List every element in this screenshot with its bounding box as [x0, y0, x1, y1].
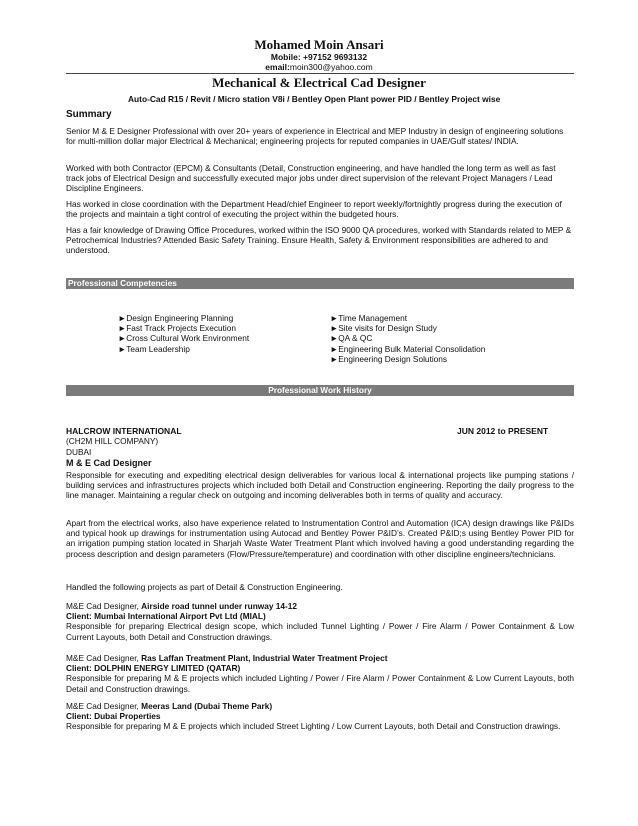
- competency-item: ►QA & QC: [330, 333, 373, 344]
- competency-item: ►Fast Track Projects Execution: [118, 323, 236, 334]
- email-label: email:: [265, 62, 290, 72]
- job-title: Mechanical & Electrical Cad Designer: [212, 75, 426, 90]
- candidate-name: Mohamed Moin Ansari: [254, 37, 384, 52]
- project-role: M&E Cad Designer,: [66, 701, 142, 711]
- role-title: M & E Cad Designer: [66, 458, 152, 468]
- project-title-line: [66, 601, 574, 611]
- project-title-line: [66, 701, 574, 711]
- responsibility-paragraph-1: Responsible for executing and expediting electrical design deliverables for various local & international projects like pumping stations / building services and infrastructures projects which included both Detail and Construction engineering. Reporting the daily progress to the line manager. Maintaining a regular check on outgoing and incoming deliverables both in terms of quality and accuracy.: [66, 470, 574, 501]
- summary-heading: Summary: [66, 109, 112, 120]
- project-title-line: [66, 653, 574, 663]
- competencies-right-list: [330, 313, 485, 364]
- employment-dates: JUN 2012 to PRESENT: [457, 426, 549, 436]
- employer-location: DUBAI: [66, 447, 92, 457]
- summary-paragraph-3: Has worked in close coordination with the Department Head/chief Engineer to report weekly/fortnightly progress during the execution of the projects and maintain a tight control of executing the project within the budgeted hours.: [66, 199, 562, 220]
- project-name: Airside road tunnel under runway 14-12: [141, 601, 298, 611]
- mobile-number: Mobile: +97152 9693132: [270, 52, 368, 62]
- employer-name: HALCROW INTERNATIONAL: [66, 426, 182, 436]
- software-tools: Auto-Cad R15 / Revit / Micro station V8i / Bentley Open Plant power PID / Bentley Project wise: [128, 94, 501, 104]
- project-name: Meeras Land (Dubai Theme Park): [141, 701, 273, 711]
- competency-item: ►Team Leadership: [118, 343, 190, 354]
- responsibility-paragraph-3: Handled the following projects as part of Detail & Construction Engineering.: [66, 582, 343, 592]
- project-description: Responsible for preparing M & E projects which included Lighting / Power / Fire Alarm / Power Containment & Low Current Layouts, both Detail and Construction drawings.: [66, 673, 574, 694]
- summary-paragraph-1: Senior M & E Designer Professional with over 20+ years of experience in Electrical and MEP Industry in design of engineering solutions for multi-million dollar major Electrical & Mechanical; engineering projects for reputed companies in UAE/Gulf states/ INDIA.: [66, 126, 564, 147]
- employer-subsidiary: (CH2M HILL COMPANY): [66, 436, 159, 446]
- work-history-section-bar: [66, 385, 574, 396]
- email-address: moin300@yahoo.com: [289, 62, 373, 72]
- competency-item: ►Engineering Design Solutions: [330, 353, 448, 364]
- competencies-left-list: [118, 313, 249, 354]
- project-entry: [66, 701, 574, 732]
- competencies-heading: Professional Competencies: [68, 278, 177, 288]
- competency-item: ►Design Engineering Planning: [118, 313, 234, 323]
- responsibility-paragraph-2: Apart from the electrical works, also have experience related to Instrumentation Control and Automation (ICA) design drawings like P&IDs and typical hook up drawings for instrumentation using Autocad and Bentley Power P&ID’s. Created P&ID;s using Bentley Power PID for an irrigation pumping station located in Sharjah Waste Water Treatment Plant which involved having a good understanding regarding the process description and design parameters (Flow/Pressure/temperature) and coordination with other discipline engineers/technicians.: [66, 518, 574, 559]
- competency-item: ►Site visits for Design Study: [330, 323, 437, 334]
- header-divider: [66, 73, 574, 74]
- project-entry: [66, 653, 574, 694]
- work-history-heading: Professional Work History: [268, 385, 372, 395]
- project-entry: [66, 601, 574, 642]
- email-line: [0, 62, 638, 72]
- summary-paragraph-4: Has a fair knowledge of Drawing Office Procedures, worked within the ISO 9000 QA procedures, worked with Standards related to MEP & Petrochemical Industries? Attended Basic Safety Training. Ensure Health, Safety & Environment responsibilities are adhered to and understood.: [66, 225, 572, 256]
- competency-item: ►Engineering Bulk Material Consolidation: [330, 343, 486, 354]
- summary-paragraph-2: Worked with both Contractor (EPCM) & Consultants (Detail, Construction engineering, and have handled the long term as well as fast track jobs of Electrical Design and successfully executed major jobs under direct supervision of the relevant Project Managers / Lead Discipline Engineers.: [66, 163, 556, 194]
- project-client: Client: DOLPHIN ENERGY LIMITED (QATAR): [66, 663, 241, 674]
- project-role: M&E Cad Designer,: [66, 653, 142, 663]
- project-description: Responsible for preparing M & E projects which included Street Lighting / Low Current Layouts, both Detail and Construction drawings.: [66, 721, 561, 732]
- competency-item: ►Cross Cultural Work Environment: [118, 333, 250, 344]
- project-description: Responsible for preparing Electrical design scope, which included Tunnel Lighting / Power / Fire Alarm / Power Containment & Low Current Layouts, both Detail and Construction drawings.: [66, 621, 574, 642]
- project-client: Client: Mumbai International Airport Pvt Ltd (MIAL): [66, 611, 266, 622]
- competency-item: ►Time Management: [330, 313, 408, 323]
- project-role: M&E Cad Designer,: [66, 601, 142, 611]
- project-client: Client: Dubai Properties: [66, 711, 161, 722]
- project-name: Ras Laffan Treatment Plant, Industrial Water Treatment Project: [141, 653, 388, 663]
- competencies-section-bar: [66, 278, 574, 289]
